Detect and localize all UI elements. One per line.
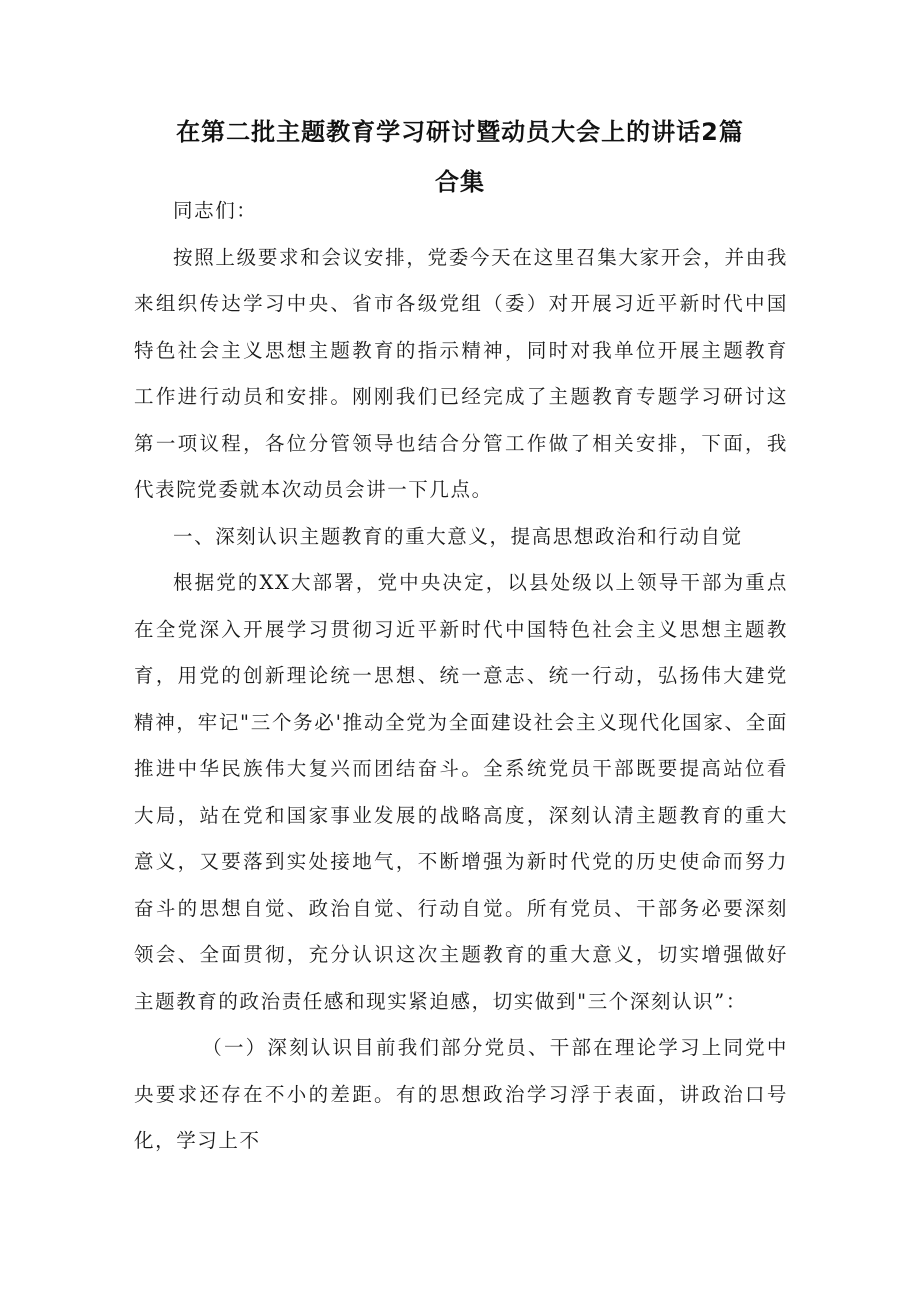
document-body	[134, 188, 788, 1165]
paragraph-subsection-1: （一）深刻认识目前我们部分党员、干部在理论学习上同党中央要求还存在不小的差距。有的思想政治学习浮于表面，讲政治口号化，学习上不	[134, 1036, 788, 1152]
document-title-line1: 在第二批主题教育学习研讨暨动员大会上的讲话2篇	[176, 118, 744, 146]
paragraph-section-1: 根据党的XX大部署，党中央决定，以县处级以上领导干部为重点在全党深入开展学习贯彻习近平新时代中国特色社会主义思想主题教育，用党的创新理论统一思想、统一意志、统一行动，弘扬伟大建党精神，牢记"三个务必'推动全党为全面建设社会主义现代化国家、全面推进中华民族伟大复兴而团结奋斗。全系统党员干部既要提高站位看大局，站在党和国家事业发展的战略高度，深刻认清主题教育的重大意义，又要落到实处接地气，不断增强为新时代党的历史使命而努力奋斗的思想自觉、政治自觉、行动自觉。所有党员、干部务必要深刻领会、全面贯彻，充分认识这次主题教育的重大意义，切实增强做好主题教育的政治责任感和现实紧迫感，切实做到"三个深刻认识”：	[134, 571, 788, 1013]
paragraph-intro: 按照上级要求和会议安排，党委今天在这里召集大家开会，并由我来组织传达学习中央、省市各级党组（委）对开展习近平新时代中国特色社会主义思想主题教育的指示精神，同时对我单位开展主题教育工作进行动员和安排。刚刚我们已经完成了主题教育专题学习研讨这第一项议程，各位分管领导也结合分管工作做了相关安排，下面，我代表院党委就本次动员会讲一下几点。	[134, 245, 788, 501]
salutation: 同志们：	[173, 199, 258, 222]
section-heading-1: 一、深刻认识主题教育的重大意义，提高思想政治和行动自觉	[173, 524, 743, 548]
document-title-line2: 合集	[435, 168, 485, 196]
